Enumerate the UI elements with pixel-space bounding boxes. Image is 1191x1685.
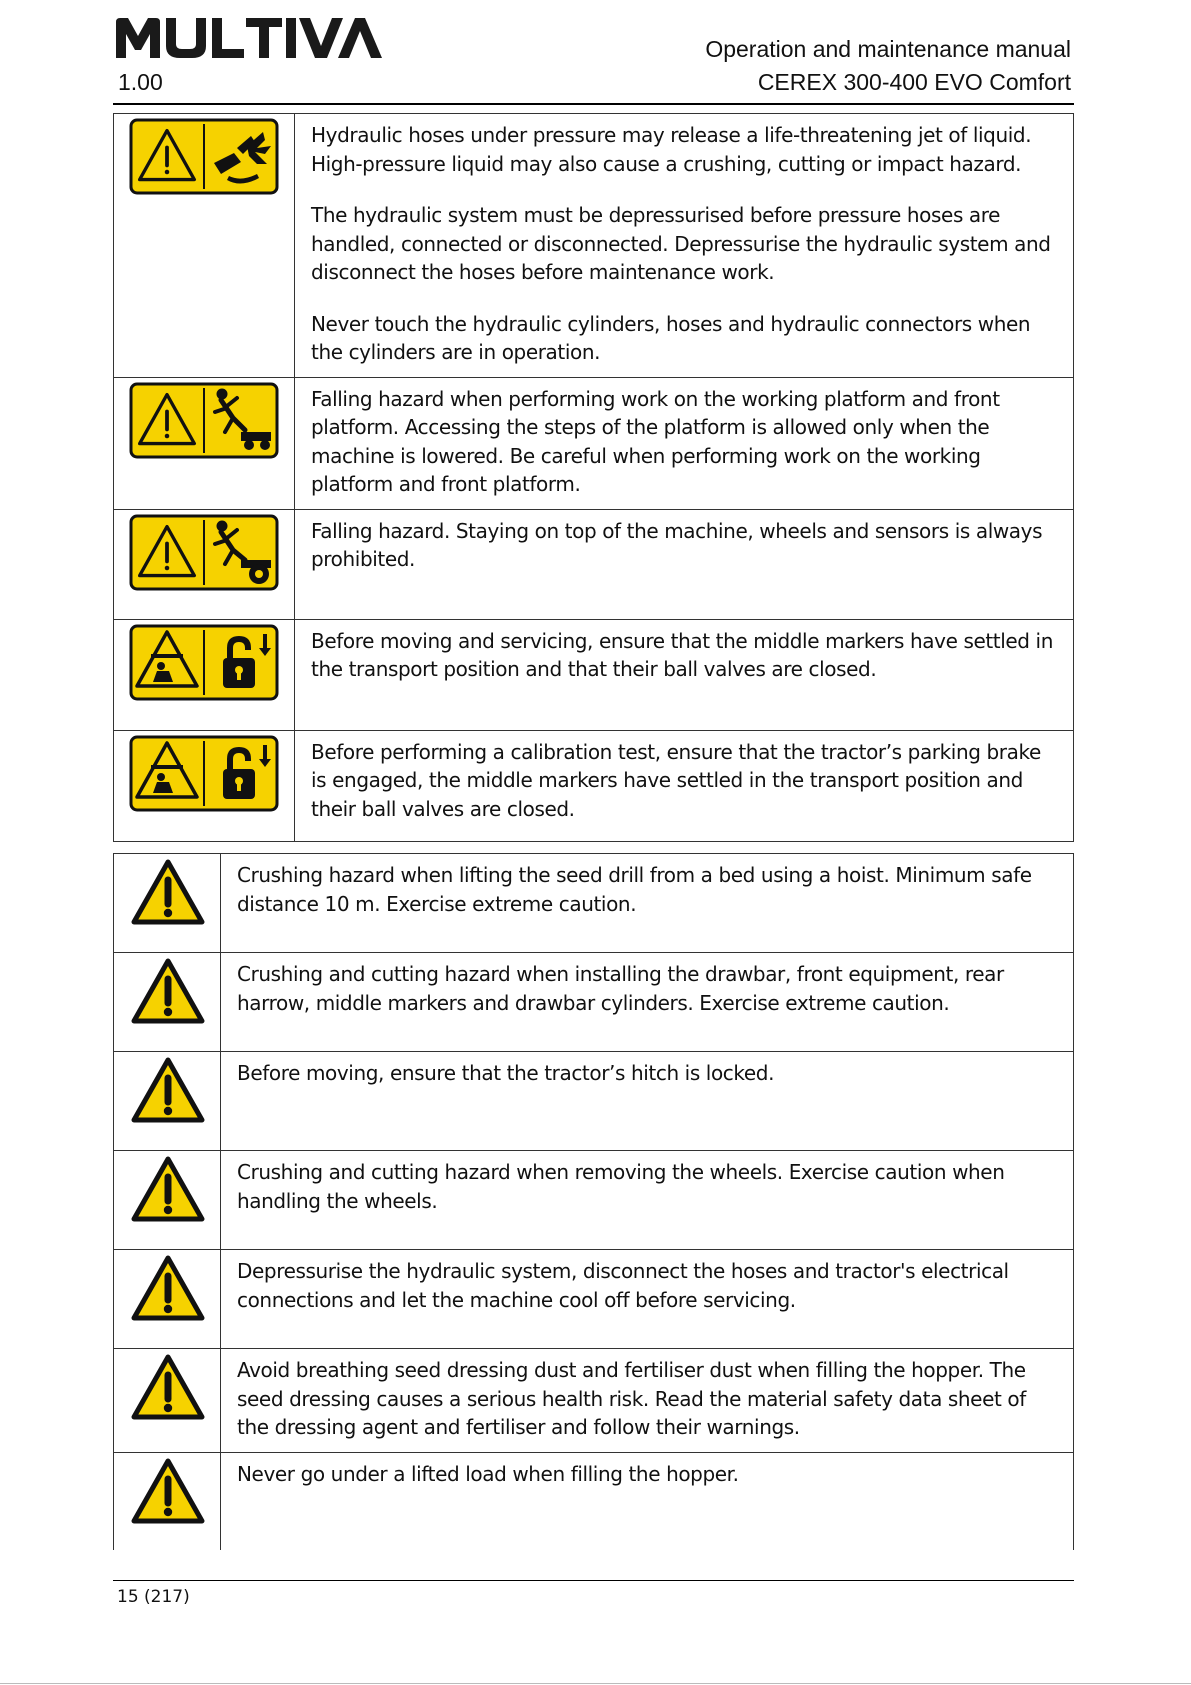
warning-triangle-icon (131, 858, 205, 926)
icon-cell (114, 377, 295, 509)
decal-warning-table (113, 113, 1074, 842)
warning-paragraph: The hydraulic system must be depressurised before pressure hoses are handled, connected or disconnected. Depressurise the hydraulic system and disconnect the hoses before maintenance work. (311, 203, 1051, 284)
falling-hazard-wheel-decal-icon (129, 514, 279, 591)
icon-cell (114, 619, 295, 730)
warning-paragraph: Hydraulic hoses under pressure may release a life-threatening jet of liquid. High-pressure liquid may also cause a crushing, cutting or impact hazard. (311, 123, 1032, 176)
document-version: 1.00 (118, 69, 163, 95)
warning-triangle-icon (131, 1056, 205, 1124)
warning-text-cell (221, 1052, 1074, 1151)
table-row (114, 1052, 1074, 1151)
warning-triangle-icon (131, 1353, 205, 1421)
document-title: Operation and maintenance manual (705, 36, 1071, 62)
icon-cell (114, 1349, 221, 1453)
icon-cell (114, 114, 295, 378)
icon-cell (114, 1452, 221, 1550)
table-row (114, 953, 1074, 1052)
multiva-logo (116, 18, 382, 58)
header-divider (113, 103, 1074, 105)
warning-text: Never go under a lifted load when filling the hopper. (237, 1461, 739, 1486)
warning-text-cell (221, 1250, 1074, 1349)
table-row (114, 1250, 1074, 1349)
warning-triangle-icon (131, 1457, 205, 1525)
warning-paragraph: Falling hazard when performing work on the working platform and front platform. Accessing the steps of the platform is allowed only when the machine is lowered. Be careful when performing work on the working platform and front platform. (311, 386, 1000, 496)
warning-paragraph: Before performing a calibration test, ensure that the tractor’s parking brake is engaged, the middle markers have settled in the transport position and their ball valves are closed. (311, 739, 1041, 821)
warning-text: Crushing and cutting hazard when removing the wheels. Exercise caution when handling the wheels. (237, 1160, 1005, 1213)
warning-triangle-icon (131, 957, 205, 1025)
page-number: 15 (217) (117, 1587, 190, 1607)
warning-text: Before moving, ensure that the tractor’s hitch is locked. (237, 1061, 775, 1085)
warning-paragraph: Falling hazard. Staying on top of the machine, wheels and sensors is always prohibited. (311, 518, 1043, 571)
general-warning-table (113, 853, 1074, 1550)
warning-text-cell (295, 377, 1074, 509)
warning-paragraph: Never touch the hydraulic cylinders, hoses and hydraulic connectors when the cylinders are in operation. (311, 311, 1031, 364)
table-row (114, 619, 1074, 730)
warning-text-cell (295, 509, 1074, 619)
crushing-lock-decal-icon (129, 735, 279, 812)
warning-text-cell (221, 854, 1074, 953)
warning-triangle-icon (131, 1155, 205, 1223)
warning-text: Crushing and cutting hazard when installing the drawbar, front equipment, rear harrow, middle markers and drawbar cylinders. Exercise extreme caution. (237, 962, 1004, 1015)
table-row (114, 377, 1074, 509)
icon-cell (114, 509, 295, 619)
warning-text-cell (221, 1452, 1074, 1550)
crushing-lock-decal-icon (129, 624, 279, 701)
icon-cell (114, 854, 221, 953)
icon-cell (114, 1250, 221, 1349)
page-edge-line (0, 1683, 1191, 1684)
hydraulic-pressure-decal-icon (129, 118, 279, 195)
warning-text: Avoid breathing seed dressing dust and fertiliser dust when filling the hopper. The seed dressing causes a serious health risk. Read the material safety data sheet of the dressing agent and fertiliser and follow their warnings. (237, 1358, 1026, 1439)
warning-text-cell (221, 1151, 1074, 1250)
warning-text-cell (295, 730, 1074, 841)
warning-triangle-icon (131, 1254, 205, 1322)
icon-cell (114, 730, 295, 841)
table-row (114, 854, 1074, 953)
table-row (114, 1452, 1074, 1550)
warning-text-cell (295, 619, 1074, 730)
footer-divider (113, 1580, 1074, 1581)
warning-text: Depressurise the hydraulic system, disconnect the hoses and tractor's electrical connections and let the machine cool off before servicing. (237, 1259, 1009, 1312)
icon-cell (114, 1052, 221, 1151)
table-row (114, 114, 1074, 378)
warning-text: Crushing hazard when lifting the seed drill from a bed using a hoist. Minimum safe distance 10 m. Exercise extreme caution. (237, 863, 1032, 916)
table-row (114, 1349, 1074, 1453)
warning-text-cell (221, 953, 1074, 1052)
icon-cell (114, 953, 221, 1052)
machine-model: CEREX 300-400 EVO Comfort (757, 69, 1071, 95)
icon-cell (114, 1151, 221, 1250)
table-row (114, 1151, 1074, 1250)
table-row (114, 509, 1074, 619)
warning-text-cell (295, 114, 1074, 378)
table-row (114, 730, 1074, 841)
falling-hazard-platform-decal-icon (129, 382, 279, 459)
warning-paragraph: Before moving and servicing, ensure that the middle markers have settled in the transport position and that their ball valves are closed. (311, 628, 1053, 681)
warning-text-cell (221, 1349, 1074, 1453)
